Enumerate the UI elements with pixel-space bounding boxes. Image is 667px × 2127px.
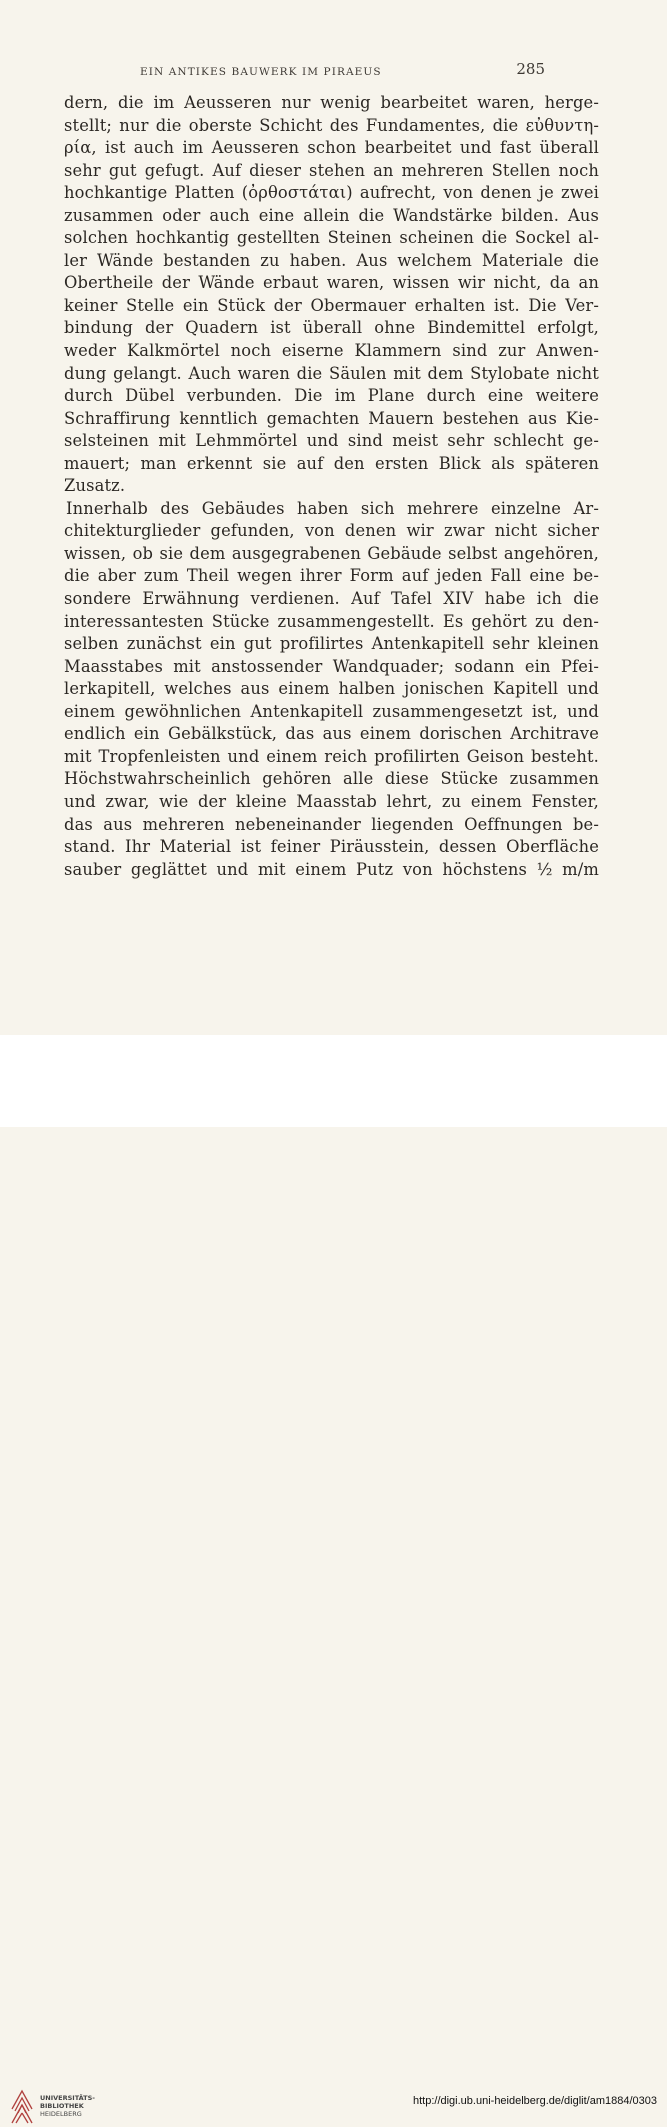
text-line: chitekturglieder gefunden, von denen wir zwar nicht sicher [64, 521, 599, 541]
text-line: dung gelangt. Auch waren die Säulen mit dem Stylobate nicht [64, 363, 599, 383]
book-page [0, 0, 667, 1035]
text-line: ρία, ist auch im Aeusseren schon bearbeitet und fast überall [64, 138, 599, 158]
text-line: die aber zum Theil wegen ihrer Form auf jeden Fall eine be- [64, 566, 599, 586]
text-line: Obertheile der Wände erbaut waren, wissen wir nicht, da an [64, 273, 599, 293]
running-title: EIN ANTIKES BAUWERK IM PIRAEUS [140, 66, 382, 78]
text-line: stand. Ihr Material ist feiner Piräusstein, dessen Oberfläche [64, 837, 599, 857]
text-line: sehr gut gefugt. Auf dieser stehen an mehreren Stellen noch [64, 160, 599, 180]
text-line: einem gewöhnlichen Antenkapitell zusammengesetzt ist, und [64, 701, 599, 721]
text-line: lerkapitell, welches aus einem halben jonischen Kapitell und [64, 679, 599, 699]
text-line: Höchstwahrscheinlich gehören alle diese Stücke zusammen [64, 769, 599, 789]
text-line: mauert; man erkennt sie auf den ersten Blick als späteren [64, 453, 599, 473]
text-line: Schraffirung kenntlich gemachten Mauern bestehen aus Kie- [64, 408, 599, 428]
text-line: zusammen oder auch eine allein die Wandstärke bilden. Aus [64, 205, 599, 225]
text-line: weder Kalkmörtel noch eiserne Klammern sind zur Anwen- [64, 341, 599, 361]
text-line: interessantesten Stücke zusammengestellt. Es gehört zu den- [64, 611, 599, 631]
text-line: durch Dübel verbunden. Die im Plane durch eine weitere [64, 386, 599, 406]
library-name [40, 2094, 95, 2118]
text-line: keiner Stelle ein Stück der Obermauer erhalten ist. Die Ver- [64, 295, 599, 315]
text-line: dern, die im Aeusseren nur wenig bearbeitet waren, herge- [64, 93, 599, 112]
library-logo-icon [10, 2087, 34, 2127]
text-line: selben zunächst ein gut profilirtes Antenkapitell sehr kleinen [64, 634, 599, 654]
text-line: Innerhalb des Gebäudes haben sich mehrere einzelne Ar- [66, 498, 599, 518]
text-line: Zusatz. [64, 476, 126, 496]
footer-bar [0, 1035, 667, 2118]
text-line: sauber geglättet und mit einem Putz von höchstens ½ m/m [64, 859, 599, 879]
library-name-line: HEIDELBERG [40, 2110, 82, 2118]
text-line: ler Wände bestanden zu haben. Aus welchem Materiale die [64, 250, 599, 270]
permalink-url[interactable]: http://digi.ub.uni-heidelberg.de/diglit/am1884/0303 [412, 2095, 657, 2107]
text-line: und zwar, wie der kleine Maasstab lehrt, zu einem Fenster, [64, 791, 599, 811]
text-line: hochkantige Platten (ὀρθοστάται) aufrecht, von denen je zwei [64, 183, 599, 203]
text-line: stellt; nur die oberste Schicht des Fundamentes, die εὐθυντη- [64, 115, 599, 135]
page-number: 285 [516, 60, 545, 78]
text-line: wissen, ob sie dem ausgegrabenen Gebäude selbst angehören, [64, 543, 599, 563]
text-line: mit Tropfenleisten und einem reich profilirten Geison besteht. [64, 746, 599, 766]
library-name-line: UNIVERSITÄTS- [40, 2094, 95, 2102]
text-line: endlich ein Gebälkstück, das aus einem dorischen Architrave [64, 724, 599, 744]
library-name-line: BIBLIOTHEK [40, 2102, 84, 2110]
text-line: Maasstabes mit anstossender Wandquader; sodann ein Pfei- [64, 656, 599, 676]
text-line: selsteinen mit Lehmmörtel und sind meist sehr schlecht ge- [64, 431, 599, 451]
text-line: solchen hochkantig gestellten Steinen scheinen die Sockel al- [64, 228, 599, 248]
text-line: das aus mehreren nebeneinander liegenden Oeffnungen be- [64, 814, 599, 834]
text-line: sondere Erwähnung verdienen. Auf Tafel XIV habe ich die [64, 589, 599, 609]
body-text [64, 92, 599, 881]
text-line: bindung der Quadern ist überall ohne Bindemittel erfolgt, [64, 318, 599, 338]
